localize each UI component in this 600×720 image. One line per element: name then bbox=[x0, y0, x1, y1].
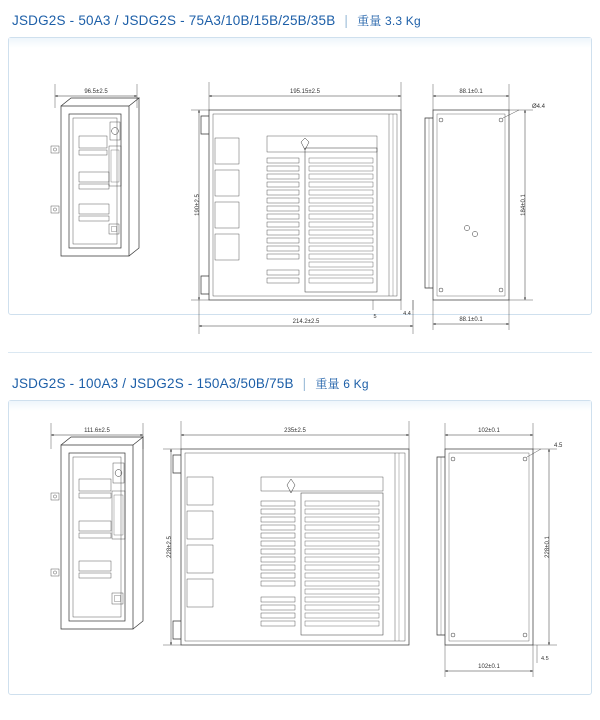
main-bottom-dim-1: 214.2±2.5 bbox=[292, 319, 320, 325]
section-1-weight: 重量 3.3 Kg bbox=[357, 14, 421, 28]
front-top-dim-1: 96.5±2.5 bbox=[84, 89, 108, 95]
side-bottom-dim-1: 88.1±0.1 bbox=[459, 317, 483, 323]
section-2-drawing bbox=[9, 401, 591, 694]
side-right-dim-1: 184±0.1 bbox=[521, 194, 527, 216]
section-1-drawing bbox=[9, 38, 591, 325]
main-top-dim-1: 195.15±2.5 bbox=[290, 89, 320, 95]
side-top-dim-2: 102±0.1 bbox=[478, 428, 500, 434]
side-hole-dim-2: 4.5 bbox=[554, 443, 563, 449]
section-1-svg bbox=[9, 38, 593, 325]
section-1-drawing-panel bbox=[8, 37, 592, 325]
section-2-separator: | bbox=[302, 376, 307, 391]
main-top-dim-2: 235±2.5 bbox=[284, 428, 306, 434]
section-1-separator: | bbox=[344, 13, 349, 28]
side-bottom-small-2: 4.5 bbox=[541, 656, 549, 662]
section-1-title bbox=[0, 12, 600, 29]
section-2-weight: 重量 6 Kg bbox=[315, 377, 369, 391]
section-2 bbox=[0, 375, 600, 695]
section-divider bbox=[8, 352, 592, 353]
section-1 bbox=[0, 12, 600, 325]
section-2-svg bbox=[9, 401, 593, 694]
main-bottom-small-2: 4.4 bbox=[403, 311, 411, 317]
section-1-models: JSDG2S - 50A3 / JSDG2S - 75A3/10B/15B/25B/35B bbox=[12, 13, 336, 28]
side-right-dim-2: 228±0.1 bbox=[545, 536, 551, 558]
main-left-dim-2: 228±2.5 bbox=[167, 536, 173, 558]
section-2-models: JSDG2S - 100A3 / JSDG2S - 150A3/50B/75B bbox=[12, 376, 294, 391]
side-bottom-dim-2: 102±0.1 bbox=[478, 664, 500, 670]
section-2-drawing-panel bbox=[8, 400, 592, 695]
section-2-title bbox=[0, 375, 600, 392]
front-top-dim-2: 111.6±2.5 bbox=[84, 428, 110, 434]
main-left-dim-1: 190±2.5 bbox=[195, 194, 201, 216]
side-top-dim-1: 88.1±0.1 bbox=[459, 89, 483, 95]
side-hole-dim-1: Ø4.4 bbox=[532, 104, 546, 110]
main-bottom-small-1: 5 bbox=[373, 314, 377, 320]
